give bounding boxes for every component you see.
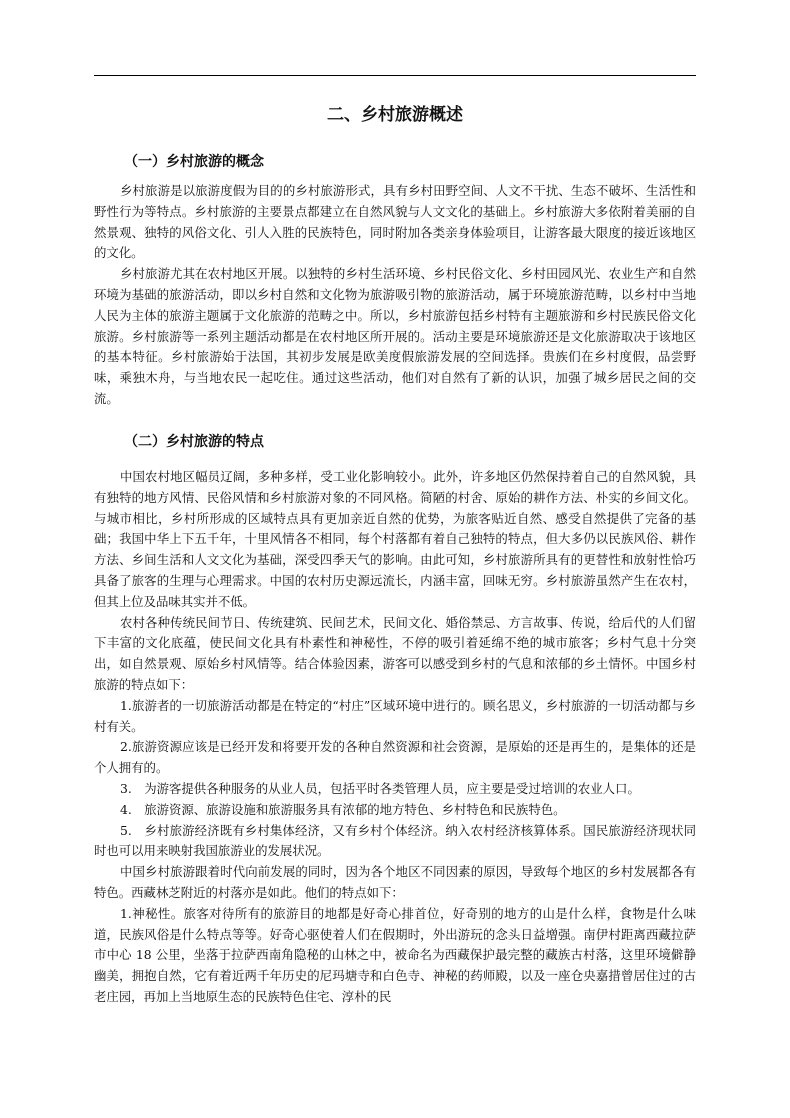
section-body-features <box>94 467 696 1008</box>
paragraph: 中国农村地区幅员辽阔，多种多样，受工业化影响较小。此外，许多地区仍然保持着自己的自然风貌，具有独特的地方风情、民俗风情和乡村旅游对象的不同风格。简陋的村舍、原始的耕作方法、朴实的乡间文化。与城市相比，乡村所形成的区域特点具有更加亲近自然的优势，为旅客贴近自然、感受自然提供了完备的基础；我国中华上下五千年，十里风情各不相同，每个村落都有着自己独特的特点，但大多仍以民族风俗、耕作方法、乡间生活和人文文化为基础，深受四季天气的影响。由此可知，乡村旅游所具有的更替性和放射性恰巧具备了旅客的生理与心理需求。中国的农村历史源远流长，内涵丰富，回味无穷。乡村旅游虽然产生在农村，但其上位及品味其实并不低。 <box>94 469 696 609</box>
list-item: 2.旅游资源应该是已经开发和将要开发的各种自然资源和社会资源，是原始的还是再生的，是集体的还是个人拥有的。 <box>94 739 696 776</box>
paragraph: 中国乡村旅游跟着时代向前发展的同时，因为各个地区不同因素的原因，导致每个地区的乡村发展都各有特色。西藏林芝附近的村落亦是如此。他们的特点如下： <box>94 864 696 900</box>
list-item: 1.神秘性。旅客对待所有的旅游目的地都是好奇心排首位，好奇别的地方的山是什么样，食物是什么味道，民族风俗是什么特点等等。好奇心驱使着人们在假期时，外出游玩的念头日益增强。南伊村距离西藏拉萨市中心 18 公里，坐落于拉萨西南角隐秘的山林之中，被命名为西藏保护最完整的藏族古村落，这里环境僻静幽美，拥抱自然，它有着近两千年历史的尼玛塘寺和白色寺、神秘的药师殿，以及一座仓央嘉措曾居住过的古老庄园，再加上当地原生态的民族特色住宅、淳朴的民 <box>94 905 696 1004</box>
header-rule <box>94 75 696 76</box>
paragraph: 农村各种传统民间节日、传统建筑、民间艺术，民间文化、婚俗禁忌、方言故事、传说，给后代的人们留下丰富的文化底蕴，使民间文化具有朴素性和神秘性，不停的吸引着延绵不绝的城市旅客；乡村气息十分突出，如自然景观、原始乡村风情等。结合体验因素，游客可以感受到乡村的气息和浓郁的乡土情怀。中国乡村旅游的特点如下： <box>94 614 696 692</box>
section-heading-concept: （一）乡村旅游的概念 <box>124 154 264 170</box>
list-item: 5. 乡村旅游经济既有乡村集体经济，又有乡村个体经济。纳入农村经济核算体系。国民旅游经济现状同时也可以用来映射我国旅游业的发展状况。 <box>94 822 696 859</box>
page-title: 二、乡村旅游概述 <box>327 105 463 125</box>
section-heading-features: （二）乡村旅游的特点 <box>124 434 264 450</box>
paragraph: 乡村旅游尤其在农村地区开展。以独特的乡村生活环境、乡村民俗文化、乡村田园风光、农业生产和自然环境为基础的旅游活动，即以乡村自然和文化物为旅游吸引物的旅游活动，属于环境旅游范畴，以乡村中当地人民为主体的旅游主题属于文化旅游的范畴之中。所以，乡村旅游包括乡村特有主题旅游和乡村民族民俗文化旅游。乡村旅游等一系列主题活动都是在农村地区所开展的。活动主要是环境旅游还是文化旅游取决于该地区的基本特征。乡村旅游始于法国，其初步发展是欧美度假旅游发展的空间选择。贵族们在乡村度假，品尝野味，乘独木舟，与当地农民一起吃住。通过这些活动，他们对自然有了新的认识，加强了城乡居民之间的交流。 <box>94 266 696 406</box>
list-item: 3. 为游客提供各种服务的从业人员，包括平时各类管理人员，应主要是受过培训的农业人口。 <box>120 780 640 796</box>
section-body-concept <box>94 181 696 410</box>
list-item: 4. 旅游资源、旅游设施和旅游服务具有浓郁的地方特色、乡村特色和民族特色。 <box>120 801 566 817</box>
paragraph: 乡村旅游是以旅游度假为目的的乡村旅游形式，具有乡村田野空间、人文不干扰、生态不破坏、生活性和野性行为等特点。乡村旅游的主要景点都建立在自然风貌与人文文化的基础上。乡村旅游大多依附着美丽的自然景观、独特的风俗文化、引人入胜的民族特色，同时附加各类亲身体验项目，让游客最大限度的接近该地区的文化。 <box>94 183 696 261</box>
list-item: 1.旅游者的一切旅游活动都是在特定的“村庄”区域环境中进行的。顾名思义，乡村旅游的一切活动都与乡村有关。 <box>94 697 696 734</box>
